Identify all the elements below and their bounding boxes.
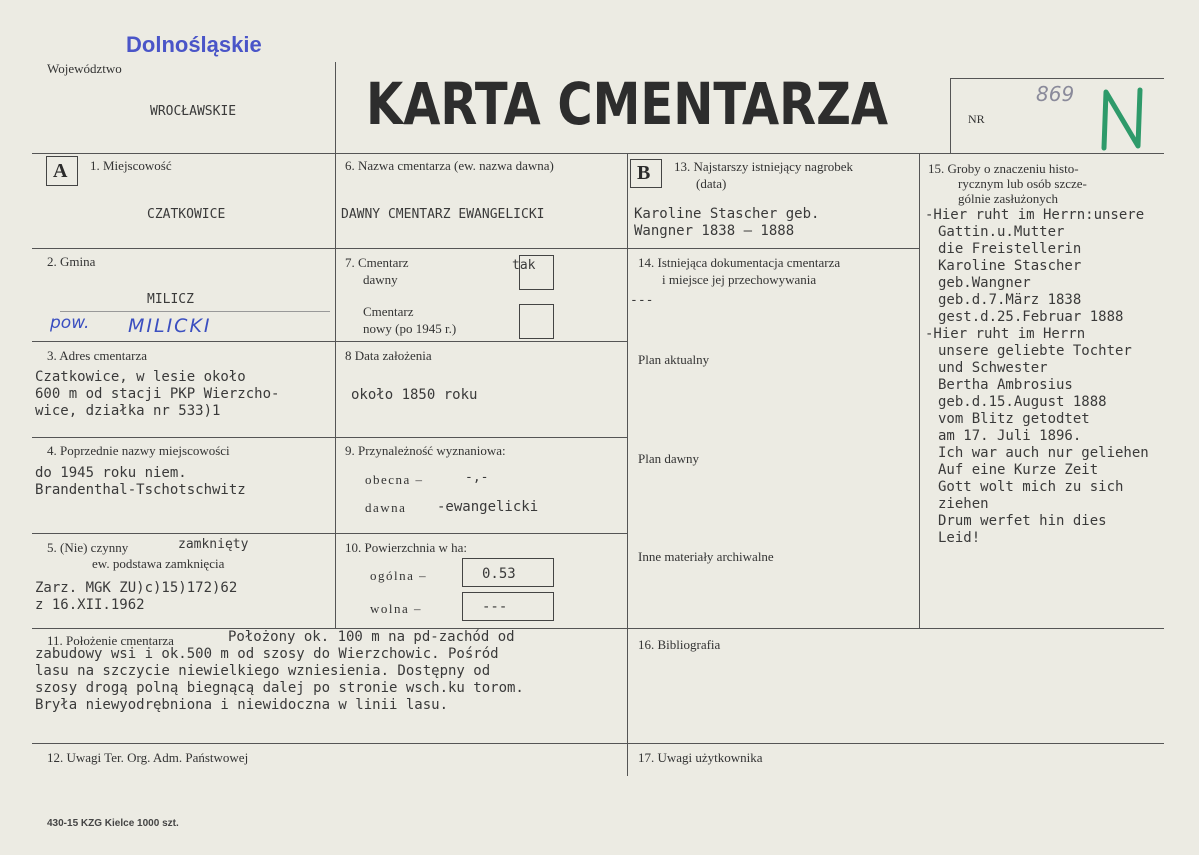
f3-line: 600 m od stacji PKP Wierzcho- (35, 386, 280, 402)
f4-line: do 1945 roku niem. (35, 465, 187, 481)
f15-line: geb.d.7.März 1838 (938, 292, 1082, 308)
f14-other-materials: Inne materiały archiwalne (638, 549, 774, 564)
f9-former-label: dawna (365, 500, 407, 515)
f7-old-label (345, 254, 409, 288)
f7-new-label (363, 303, 456, 337)
f15-line: unsere geliebte Tochter (938, 343, 1132, 359)
f5-decision (35, 580, 237, 614)
f10-free-value: --- (482, 599, 508, 615)
f10-label: 10. Powierzchnia w ha: (345, 540, 468, 555)
f5-value: zamknięty (178, 537, 249, 552)
f2-hand-value: MILICKI (128, 315, 212, 337)
f15-inscriptions (925, 207, 1149, 547)
f13-label (674, 158, 853, 192)
f5-label: 5. (Nie) czynny (47, 540, 129, 555)
f4-names (35, 465, 246, 499)
f2-hand-pow: pow. (50, 313, 90, 333)
f1-value: CZATKOWICE (147, 207, 226, 222)
f15-line: Gattin.u.Mutter (938, 224, 1065, 240)
f9-current-label: obecna – (365, 472, 424, 487)
f7-new-label-line: Cmentarz (363, 304, 414, 319)
f15-label-line: 15. Groby o znaczeniu histo- (928, 161, 1079, 176)
f5-line: z 16.XII.1962 (35, 597, 145, 613)
f15-line: Karoline Stascher (938, 258, 1082, 274)
f14-value: --- (630, 293, 654, 308)
f5-line: Zarz. MGK ZU)c)15)172)62 (35, 580, 238, 596)
f13-gravestone (634, 206, 819, 240)
f10-total-label: ogólna – (370, 568, 428, 583)
f15-line: -Hier ruht im Herrn (925, 326, 1086, 342)
f15-line: am 17. Juli 1896. (938, 428, 1082, 444)
f14-label-line: i miejsce jej przechowywania (662, 272, 817, 287)
f3-address (35, 369, 279, 420)
f13-label-line: (data) (696, 176, 727, 191)
f10-free-box (462, 592, 554, 621)
f8-value: około 1850 roku (351, 387, 478, 403)
f16-label: 16. Bibliografia (638, 637, 721, 652)
f10-total-value: 0.53 (482, 566, 516, 582)
f15-line: Drum werfet hin dies (938, 513, 1107, 529)
f11-line: Położony ok. 100 m na pd-zachód od (228, 629, 515, 645)
f3-label: 3. Adres cmentarza (47, 348, 147, 363)
f11-label: 11. Położenie cmentarza (47, 633, 174, 648)
nr-mark-n (1098, 86, 1146, 152)
f11-line: Bryła niewyodrębniona i niewidoczna w linii lasu. (35, 697, 449, 713)
f15-line: Auf eine Kurze Zeit (938, 462, 1099, 478)
f15-label (928, 161, 1087, 206)
f7-old-label-line: dawny (363, 272, 398, 287)
f8-label: 8 Data założenia (345, 348, 432, 363)
f5-sub: ew. podstawa zamknięcia (92, 556, 225, 571)
f7-new-label-line: nowy (po 1945 r.) (363, 321, 457, 336)
f9-current-value: -,- (465, 470, 489, 485)
f15-line: gest.d.25.Februar 1888 (938, 309, 1124, 325)
f7-old-label-line: 7. Cmentarz (345, 255, 409, 270)
voivodeship-label: Województwo (47, 61, 122, 76)
f7-old-value: tak (512, 258, 536, 273)
f15-line: Ich war auch nur geliehen (938, 445, 1149, 461)
print-footer: 430-15 KZG Kielce 1000 szt. (47, 818, 179, 829)
f13-line: Karoline Stascher geb. (634, 206, 820, 222)
f2-value: MILICZ (147, 292, 194, 307)
f4-line: Brandenthal-Tschotschwitz (35, 482, 246, 498)
f14-label-line: 14. Istniejąca dokumentacja cmentarza (638, 255, 841, 270)
f15-line: -Hier ruht im Herrn:unsere (925, 207, 1145, 223)
f17-label: 17. Uwagi użytkownika (638, 750, 763, 765)
f13-line: Wangner 1838 – 1888 (634, 223, 795, 239)
f10-free-label: wolna – (370, 601, 423, 616)
f15-label-line: rycznym lub osób szcze- (958, 176, 1087, 191)
f9-label: 9. Przynależność wyznaniowa: (345, 443, 506, 458)
f15-line: geb.Wangner (938, 275, 1031, 291)
f15-line: Gott wolt mich zu sich (938, 479, 1124, 495)
f15-line: Leid! (938, 530, 981, 546)
f15-line: geb.d.15.August 1888 (938, 394, 1107, 410)
f12-label: 12. Uwagi Ter. Org. Adm. Państwowej (47, 750, 249, 765)
f4-label: 4. Poprzednie nazwy miejscowości (47, 443, 230, 458)
f13-label-line: 13. Najstarszy istniejący nagrobek (674, 159, 854, 174)
f14-label (638, 254, 840, 288)
f11-location (35, 629, 524, 714)
card-title: KARTA CMENTARZA (366, 70, 889, 138)
f11-line: szosy drogą polną biegnącą dalej po stronie wsch.ku torom. (35, 680, 524, 696)
f11-line: zabudowy wsi i ok.500 m od szosy do Wierzchowic. Pośród (35, 646, 499, 662)
f3-line: wice, działka nr 533)1 (35, 403, 221, 419)
f2-label: 2. Gmina (47, 254, 96, 269)
f14-plan-old: Plan dawny (638, 451, 700, 466)
f15-line: die Freistellerin (938, 241, 1082, 257)
f6-label: 6. Nazwa cmentarza (ew. nazwa dawna) (345, 158, 554, 173)
f15-line: Bertha Ambrosius (938, 377, 1073, 393)
f15-line: und Schwester (938, 360, 1048, 376)
voivodeship-stamp: Dolnośląskie (126, 32, 262, 57)
f15-line: ziehen (938, 496, 989, 512)
voivodeship-value: WROCŁAWSKIE (150, 104, 237, 119)
f9-former-value: -ewangelicki (437, 499, 539, 515)
f6-value: DAWNY CMENTARZ EWANGELICKI (341, 207, 545, 222)
f3-line: Czatkowice, w lesie około (35, 369, 246, 385)
nr-number: 869 (1036, 82, 1075, 106)
f14-plan-current: Plan aktualny (638, 352, 710, 367)
f7-new-checkbox (519, 304, 554, 339)
f15-label-line: gólnie zasłużonych (958, 191, 1058, 206)
f11-line: lasu na szczycie niewielkiego wzniesienia. Dostępny od (35, 663, 491, 679)
section-b-letter: B (637, 162, 651, 184)
f15-line: vom Blitz getodtet (938, 411, 1090, 427)
nr-label: NR (968, 112, 985, 126)
f1-label: 1. Miejscowość (90, 158, 172, 173)
section-a-letter: A (53, 160, 68, 182)
